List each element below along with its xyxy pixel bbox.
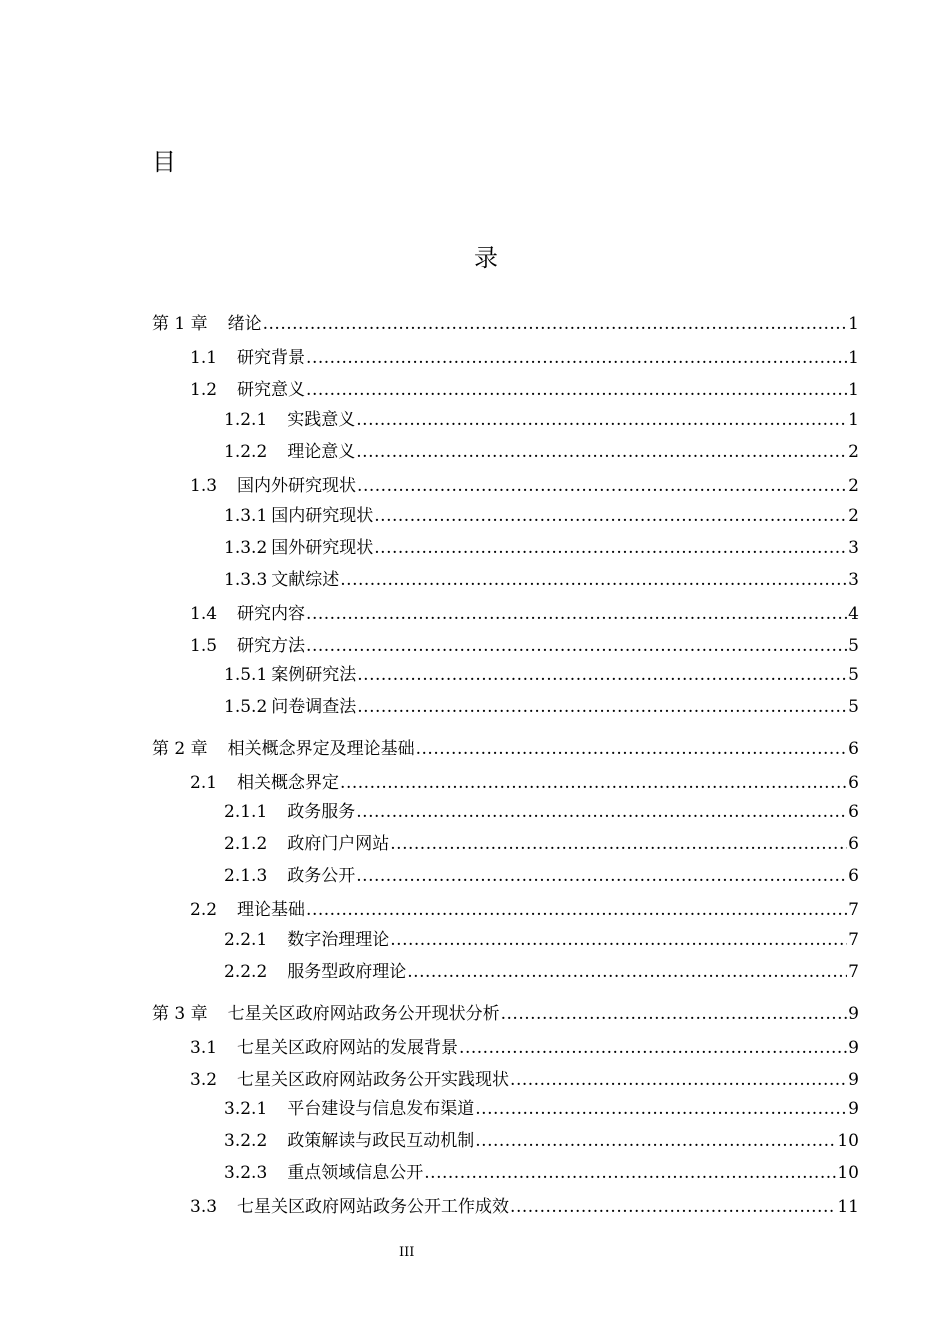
toc-entry-page: 5 (848, 636, 859, 656)
toc-leader-dots (356, 441, 847, 463)
toc-entry-page: 5 (848, 697, 859, 717)
toc-entry-title: 相关概念界定及理论基础 (227, 739, 415, 759)
toc-entry-title: 绪论 (227, 314, 262, 334)
toc-entry-page: 6 (848, 834, 859, 854)
toc-entry-title: 案例研究法 (271, 665, 357, 685)
toc-leader-dots (475, 1098, 847, 1120)
toc-entry-number: 1.2.2 (224, 442, 268, 462)
toc-entry-title: 研究内容 (237, 604, 306, 624)
toc-entry-number: 2.1.2 (224, 834, 268, 854)
toc-entry-title: 相关概念界定 (237, 773, 340, 793)
toc-heading-char-1: 目 (152, 148, 176, 176)
toc-entry-page: 1 (848, 348, 859, 368)
toc-entry-page: 6 (848, 739, 859, 759)
toc-leader-dots (374, 505, 847, 527)
toc-entry-page: 5 (848, 665, 859, 685)
toc-leader-dots (475, 1130, 836, 1152)
toc-entry-title: 国外研究现状 (271, 538, 374, 558)
toc-entry-title: 国内研究现状 (271, 506, 374, 526)
toc-entry-number: 3.2.3 (224, 1163, 268, 1183)
toc-entry-number: 3.2.2 (224, 1131, 268, 1151)
toc-leader-dots (424, 1162, 836, 1184)
toc-leader-dots (357, 696, 847, 718)
toc-entry-number: 3.1 (190, 1038, 218, 1058)
toc-entry-title: 七星关区政府网站政务公开现状分析 (227, 1004, 500, 1024)
toc-entry-title: 平台建设与信息发布渠道 (287, 1099, 475, 1119)
toc-entry-page: 9 (848, 1038, 859, 1058)
toc-entry[interactable] (224, 865, 859, 887)
toc-entry-title: 文献综述 (271, 570, 340, 590)
toc-entry-number: 第 1 章 (152, 314, 208, 334)
toc-entry[interactable] (190, 475, 859, 497)
toc-entry[interactable] (152, 1003, 859, 1025)
toc-entry[interactable] (224, 1130, 859, 1152)
toc-entry-number: 1.5 (190, 636, 218, 656)
toc-entry-number: 2.2.1 (224, 930, 268, 950)
toc-leader-dots (340, 772, 847, 794)
toc-entry[interactable] (224, 569, 859, 591)
toc-entry-page: 9 (848, 1004, 859, 1024)
toc-entry[interactable] (152, 738, 859, 760)
toc-entry[interactable] (224, 537, 859, 559)
toc-entry-title: 七星关区政府网站的发展背景 (237, 1038, 459, 1058)
toc-entry-number: 1.1 (190, 348, 218, 368)
toc-leader-dots (416, 738, 848, 760)
toc-leader-dots (306, 635, 847, 657)
toc-leader-dots (510, 1196, 836, 1218)
toc-leader-dots (510, 1069, 847, 1091)
toc-leader-dots (357, 475, 847, 497)
toc-entry[interactable] (224, 696, 859, 718)
toc-entry[interactable] (190, 635, 859, 657)
toc-entry-page: 1 (848, 410, 859, 430)
toc-leader-dots (356, 409, 847, 431)
toc-entry[interactable] (224, 961, 859, 983)
toc-entry[interactable] (224, 664, 859, 686)
toc-entry-title: 数字治理理论 (287, 930, 390, 950)
toc-entry[interactable] (224, 505, 859, 527)
toc-entry-page: 7 (848, 900, 859, 920)
toc-entry-number: 3.3 (190, 1197, 218, 1217)
toc-entry-number: 1.5.1 (224, 665, 268, 685)
toc-entry-title: 实践意义 (287, 410, 356, 430)
toc-entry-page: 2 (848, 442, 859, 462)
toc-leader-dots (306, 347, 847, 369)
toc-leader-dots (356, 801, 847, 823)
toc-entry[interactable] (190, 1037, 859, 1059)
toc-entry-number: 2.1 (190, 773, 218, 793)
toc-entry-number: 2.2.2 (224, 962, 268, 982)
toc-leader-dots (357, 664, 847, 686)
toc-entry[interactable] (224, 929, 859, 951)
toc-leader-dots (263, 313, 848, 335)
toc-entry-title: 政府门户网站 (287, 834, 390, 854)
toc-entry[interactable] (224, 409, 859, 431)
toc-entry-title: 七星关区政府网站政务公开工作成效 (237, 1197, 510, 1217)
toc-entry-page: 6 (848, 866, 859, 886)
toc-entry[interactable] (190, 347, 859, 369)
toc-entry-title: 研究背景 (237, 348, 306, 368)
toc-entry[interactable] (152, 313, 859, 335)
toc-leader-dots (374, 537, 847, 559)
toc-leader-dots (459, 1037, 847, 1059)
toc-entry-number: 第 3 章 (152, 1004, 208, 1024)
toc-entry-page: 9 (848, 1070, 859, 1090)
toc-entry-number: 3.2 (190, 1070, 218, 1090)
toc-entry[interactable] (190, 603, 859, 625)
toc-entry-title: 服务型政府理论 (287, 962, 407, 982)
toc-entry-number: 1.4 (190, 604, 218, 624)
toc-entry-page: 3 (848, 570, 859, 590)
toc-entry-number: 1.3 (190, 476, 218, 496)
toc-entry-page: 2 (848, 506, 859, 526)
toc-entry-page: 9 (848, 1099, 859, 1119)
toc-entry-page: 6 (848, 802, 859, 822)
toc-entry-title: 政务公开 (287, 866, 356, 886)
toc-entry-number: 第 2 章 (152, 739, 208, 759)
toc-entry-number: 1.3.2 (224, 538, 268, 558)
toc-entry-title: 重点领域信息公开 (287, 1163, 424, 1183)
toc-entry-number: 3.2.1 (224, 1099, 268, 1119)
toc-leader-dots (407, 961, 847, 983)
toc-entry-title: 研究方法 (237, 636, 306, 656)
toc-entry[interactable] (190, 1069, 859, 1091)
toc-entry-number: 2.2 (190, 900, 218, 920)
toc-leader-dots (306, 379, 847, 401)
toc-entry-page: 11 (837, 1197, 859, 1217)
toc-leader-dots (306, 603, 847, 625)
toc-entry[interactable] (190, 1196, 859, 1218)
toc-entry[interactable] (190, 899, 859, 921)
toc-entry-title: 研究意义 (237, 380, 306, 400)
toc-leader-dots (501, 1003, 848, 1025)
toc-heading-char-2: 录 (474, 244, 498, 272)
toc-entry-title: 政策解读与政民互动机制 (287, 1131, 475, 1151)
toc-entry[interactable] (224, 1098, 859, 1120)
toc-entry-title: 理论意义 (287, 442, 356, 462)
toc-entry[interactable] (224, 833, 859, 855)
toc-entry-page: 7 (848, 930, 859, 950)
toc-leader-dots (390, 833, 847, 855)
toc-entry-number: 2.1.3 (224, 866, 268, 886)
toc-entry-title: 七星关区政府网站政务公开实践现状 (237, 1070, 510, 1090)
toc-leader-dots (306, 899, 847, 921)
toc-entry-page: 3 (848, 538, 859, 558)
toc-leader-dots (340, 569, 847, 591)
toc-entry-number: 1.5.2 (224, 697, 268, 717)
toc-entry[interactable] (224, 801, 859, 823)
toc-entry-number: 1.2 (190, 380, 218, 400)
toc-leader-dots (356, 865, 847, 887)
toc-entry-page: 10 (837, 1163, 859, 1183)
toc-entry-page: 2 (848, 476, 859, 496)
toc-entry-number: 1.3.1 (224, 506, 268, 526)
toc-entry-title: 理论基础 (237, 900, 306, 920)
toc-entry[interactable] (224, 1162, 859, 1184)
toc-entry-title: 问卷调查法 (271, 697, 357, 717)
toc-entry-title: 国内外研究现状 (237, 476, 357, 496)
toc-entry[interactable] (224, 441, 859, 463)
toc-entry-number: 2.1.1 (224, 802, 268, 822)
toc-entry-number: 1.3.3 (224, 570, 268, 590)
toc-entry-page: 10 (837, 1131, 859, 1151)
toc-entry-page: 1 (848, 380, 859, 400)
toc-entry-title: 政务服务 (287, 802, 356, 822)
toc-entry-page: 7 (848, 962, 859, 982)
toc-entry[interactable] (190, 772, 859, 794)
page-number: III (399, 1245, 415, 1260)
toc-entry-page: 6 (848, 773, 859, 793)
toc-entry-number: 1.2.1 (224, 410, 268, 430)
toc-entry[interactable] (190, 379, 859, 401)
toc-entry-page: 1 (848, 314, 859, 334)
toc-leader-dots (390, 929, 847, 951)
toc-entry-page: 4 (848, 604, 859, 624)
